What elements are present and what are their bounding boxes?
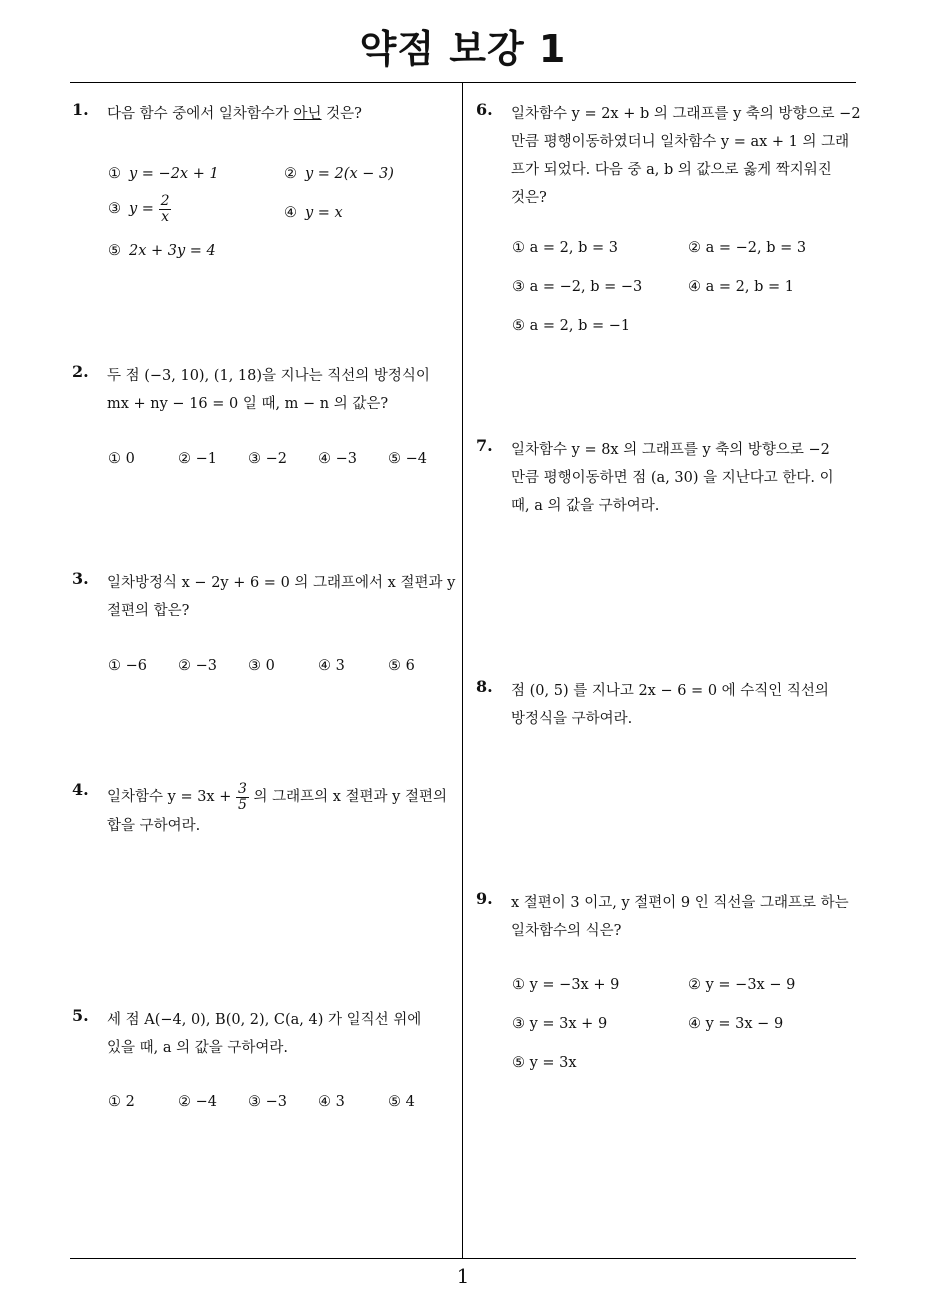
choice-text: y = −2x + 1 bbox=[129, 166, 219, 182]
fraction bbox=[159, 194, 172, 224]
question-line: 합을 구하여라. bbox=[107, 818, 201, 835]
question-line: 점 (0, 5) 를 지나고 2x − 6 = 0 에 수직인 직선의 bbox=[511, 683, 829, 699]
question-number: 9. bbox=[476, 889, 493, 908]
question-number: 7. bbox=[476, 436, 493, 455]
question-text-part: 다음 함수 중에서 일차함수가 bbox=[107, 106, 294, 122]
question-line: 일차함수의 식은? bbox=[511, 923, 622, 939]
choice-5[interactable]: ⑤ −4 bbox=[388, 451, 427, 467]
choice-mark: ② bbox=[284, 166, 297, 182]
choice-2[interactable]: ② −4 bbox=[178, 1094, 217, 1110]
choice-4[interactable]: ④ 3 bbox=[318, 1094, 345, 1110]
question-line: 세 점 A(−4, 0), B(0, 2), C(a, 4) 가 일직선 위에 bbox=[107, 1012, 422, 1028]
choice-3[interactable]: ③ −2 bbox=[248, 451, 287, 467]
question-number: 4. bbox=[72, 780, 89, 799]
question-text-part: 일차함수 y = 3x + bbox=[107, 789, 232, 806]
fraction-numerator: 2 bbox=[160, 193, 170, 209]
fraction-denominator: 5 bbox=[237, 796, 247, 813]
question-line: 방정식을 구하여라. bbox=[511, 711, 633, 727]
question-line: 만큼 평행이동하였더니 일차함수 y = ax + 1 의 그래 bbox=[511, 134, 850, 150]
choice-1[interactable]: ① 0 bbox=[108, 451, 135, 467]
choice-1[interactable]: ① −6 bbox=[108, 658, 147, 674]
question-text bbox=[511, 100, 861, 212]
choice-text: y = x bbox=[305, 205, 343, 221]
question-line: 일차함수 y = 2x + b 의 그래프를 y 축의 방향으로 −2 bbox=[511, 106, 861, 122]
question-line: 것은? bbox=[511, 190, 547, 206]
choice-2[interactable]: ② −1 bbox=[178, 451, 217, 467]
choice-text: y = bbox=[129, 201, 154, 218]
choice-5[interactable]: ⑤ y = 3x bbox=[512, 1055, 577, 1071]
choice-5[interactable]: ⑤ a = 2, b = −1 bbox=[512, 318, 631, 334]
question-text bbox=[107, 362, 430, 418]
question-line: 일차함수 y = 8x 의 그래프를 y 축의 방향으로 −2 bbox=[511, 442, 830, 458]
choice-3[interactable]: ③ y = 3x + 9 bbox=[512, 1016, 608, 1032]
choice-5[interactable]: ⑤ 6 bbox=[388, 658, 415, 674]
question-text bbox=[511, 677, 829, 733]
question-number: 3. bbox=[72, 569, 89, 588]
choice-4[interactable]: ④ y = 3x − 9 bbox=[688, 1016, 784, 1032]
choice-mark: ④ bbox=[284, 205, 297, 221]
choice-1[interactable] bbox=[108, 166, 219, 182]
choice-3[interactable]: ③ a = −2, b = −3 bbox=[512, 279, 643, 295]
question-number: 8. bbox=[476, 677, 493, 696]
page-title: 약점 보강 1 bbox=[359, 27, 567, 71]
choice-5[interactable]: ⑤ 4 bbox=[388, 1094, 415, 1110]
question-number: 5. bbox=[72, 1006, 89, 1025]
question-text-part: 의 그래프의 x 절편과 y 절편의 bbox=[253, 789, 447, 806]
choice-mark: ① bbox=[108, 166, 121, 182]
question-number: 1. bbox=[72, 100, 89, 119]
question-line: 일차방정식 x − 2y + 6 = 0 의 그래프에서 x 절편과 y bbox=[107, 575, 456, 591]
question-text bbox=[107, 1006, 421, 1062]
choice-mark: ③ bbox=[108, 201, 121, 218]
question-line: 있을 때, a 의 값을 구하여라. bbox=[107, 1040, 288, 1056]
choice-3[interactable] bbox=[108, 194, 171, 224]
choice-4[interactable] bbox=[284, 205, 343, 221]
choice-2[interactable]: ② −3 bbox=[178, 658, 217, 674]
choice-2[interactable]: ② y = −3x − 9 bbox=[688, 977, 796, 993]
question-text bbox=[107, 782, 447, 840]
question-number: 2. bbox=[72, 362, 89, 381]
fraction-numerator: 3 bbox=[237, 781, 247, 797]
footer-rule bbox=[70, 1258, 856, 1259]
choice-2[interactable]: ② a = −2, b = 3 bbox=[688, 240, 807, 256]
question-line: 프가 되었다. 다음 중 a, b 의 값으로 옳게 짝지워진 bbox=[511, 162, 832, 178]
fraction bbox=[236, 782, 249, 812]
choice-2[interactable] bbox=[284, 166, 394, 182]
choice-1[interactable]: ① a = 2, b = 3 bbox=[512, 240, 618, 256]
question-line: 만큼 평행이동하면 점 (a, 30) 을 지난다고 한다. 이 bbox=[511, 470, 834, 486]
choice-4[interactable]: ④ a = 2, b = 1 bbox=[688, 279, 794, 295]
choice-text: y = 2(x − 3) bbox=[305, 166, 394, 182]
choice-5[interactable] bbox=[108, 243, 216, 259]
question-text-part: 것은? bbox=[321, 106, 362, 122]
question-text bbox=[107, 569, 455, 625]
choice-3[interactable]: ③ −3 bbox=[248, 1094, 287, 1110]
choice-4[interactable]: ④ 3 bbox=[318, 658, 345, 674]
underlined-word: 아닌 bbox=[293, 106, 322, 122]
question-line: mx + ny − 16 = 0 일 때, m − n 의 값은? bbox=[107, 396, 389, 412]
choice-4[interactable]: ④ −3 bbox=[318, 451, 357, 467]
question-line: x 절편이 3 이고, y 절편이 9 인 직선을 그래프로 하는 bbox=[511, 895, 849, 911]
question-text bbox=[511, 436, 834, 520]
choice-3[interactable]: ③ 0 bbox=[248, 658, 275, 674]
question-line: 절편의 합은? bbox=[107, 603, 190, 619]
question-text bbox=[107, 100, 362, 128]
choice-mark: ⑤ bbox=[108, 243, 121, 259]
question-line: 두 점 (−3, 10), (1, 18)을 지나는 직선의 방정식이 bbox=[107, 368, 430, 384]
question-number: 6. bbox=[476, 100, 493, 119]
choice-1[interactable]: ① 2 bbox=[108, 1094, 135, 1110]
choice-text: 2x + 3y = 4 bbox=[129, 243, 216, 259]
question-line: 때, a 의 값을 구하여라. bbox=[511, 498, 660, 514]
page-number: 1 bbox=[456, 1264, 470, 1288]
fraction-denominator: x bbox=[161, 208, 169, 225]
question-text bbox=[511, 889, 849, 945]
column-divider bbox=[462, 83, 463, 1259]
choice-1[interactable]: ① y = −3x + 9 bbox=[512, 977, 620, 993]
header-rule bbox=[70, 82, 856, 83]
